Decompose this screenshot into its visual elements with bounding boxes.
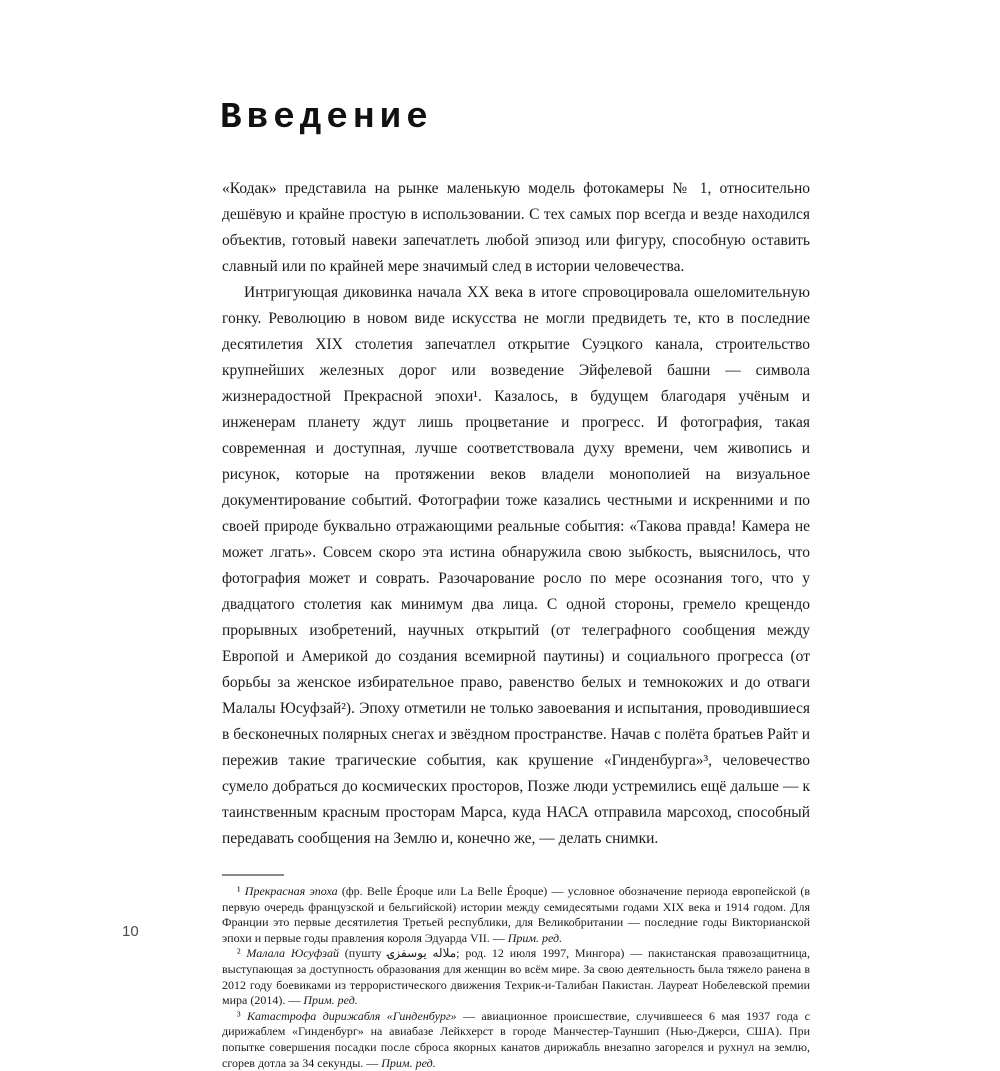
footnote-text-italic: Прим. ред. bbox=[507, 930, 563, 945]
footnote bbox=[222, 884, 810, 946]
footnote-text: — авиационное происшествие, случившееся 6 мая 1937 года с дирижаблем «Гинденбург» на авиабазе Лейкхерст в городе Манчестер-Тауншип (Нью-Джерси, США). При попытке совершения посадки после сброса якорных канатов дирижабль внезапно загорелся и рухнул на землю, сгорев дотла за 34 секунды. — bbox=[222, 1008, 810, 1070]
footnote-text: ¹ bbox=[237, 884, 245, 898]
footnotes-section bbox=[222, 884, 810, 1071]
book-page bbox=[222, 96, 810, 1071]
footnote-text: ³ bbox=[237, 1008, 248, 1023]
footnote-text: ² bbox=[237, 946, 247, 961]
body-paragraph: Интригующая диковинка начала XX века в итоге спровоцировала ошеломительную гонку. Революцию в новом виде искусства не могли предвидеть те, кто в последние десятилетия XIX столетия запечатлел открытие Суэцкого канала, строительство крупнейших железных дорог или возведение Эйфелевой башни — символа жизнерадостной Прекрасной эпохи¹. Казалось, в будущем благодаря учёным и инженерам планету ждут лишь процветание и прогресс. И фотография, такая современная и доступная, лучше соответствовала духу времени, чем живопись и рисунок, которые на протяжении веков владели монополией на визуальное документирование событий. Фотографии тоже казались честными и искренними и по своей природе буквально отражающими реальные события: «Такова правда! Камера не может лгать». Совсем скоро эта истина обнаружила свою зыбкость, выяснилось, что фотография может и соврать. Разочарование росло по мере осознания того, что у двадцатого столетия как минимум два лица. С одной стороны, гремело крещендо прорывных изобретений, научных открытий (от телеграфного сообщения между Европой и Америкой до создания всемирной паутины) и социального прогресса (от борьбы за женское избирательное право, равенство белых и темнокожих и до отваги Малалы Юсуфзай²). Эпоху отметили не только завоевания и испытания, проводившиеся в бесконечных полярных снегах и звёздном пространстве. Начав с полёта братьев Райт и пережив такие трагические события, как крушение «Гинденбурга»³, человечество сумело добраться до космических просторов, Позже люди устремились ещё дальше — к таинственным красным просторам Марса, куда НАСА отправила марсоход, способный передавать сообщения на Землю и, конечно же, — делать снимки. bbox=[222, 284, 810, 847]
footnote-text: (пушту ملاله یوسفزۍ; род. 12 июля 1997, Мингора) — пакистанская правозащитница, выступающая за доступность образования для женщин во всём мире. За свою деятельность была тяжело ранена в 2012 году боевиками из террористического движения Техрик-и-Талибан Пакистан. Лауреат Нобелевской премии мира (2014). — bbox=[222, 946, 810, 1008]
page-title: Введение bbox=[220, 97, 433, 138]
footnote bbox=[222, 946, 810, 1008]
footnote-separator bbox=[222, 874, 284, 876]
footnote-text-italic: Прим. ред. bbox=[303, 993, 358, 1008]
footnote-text-italic: Малала Юсуфзай bbox=[246, 946, 339, 961]
footnote-text-italic: Прекрасная эпоха bbox=[244, 884, 338, 898]
footnote-text: (фр. Belle Époque или La Belle Époque) — условное обозначение периода европейской (в первую очередь французской и бельгийской) истории между семидесятыми годами XIX века и 1914 годом. Для Франции это первые десятилетия Третьей республики, для Великобритании — последние годы Викторианской эпохи и первые годы правления короля Эдуарда VII. — bbox=[222, 884, 810, 945]
body-text bbox=[222, 176, 810, 852]
footnote-text-italic: Катастрофа дирижабля «Гинденбург» bbox=[247, 1008, 457, 1023]
footnote bbox=[222, 1009, 810, 1071]
page-number: 10 bbox=[122, 923, 139, 940]
body-paragraph: «Кодак» представила на рынке маленькую модель фотокамеры № 1, относительно дешёвую и крайне простую в использовании. С тех самых пор всегда и везде находился объектив, готовый навеки запечатлеть любой эпизод или фигуру, способную оставить славный или по крайней мере значимый след в истории человечества. bbox=[222, 180, 810, 275]
footnote-text-italic: Прим. ред. bbox=[381, 1055, 436, 1070]
